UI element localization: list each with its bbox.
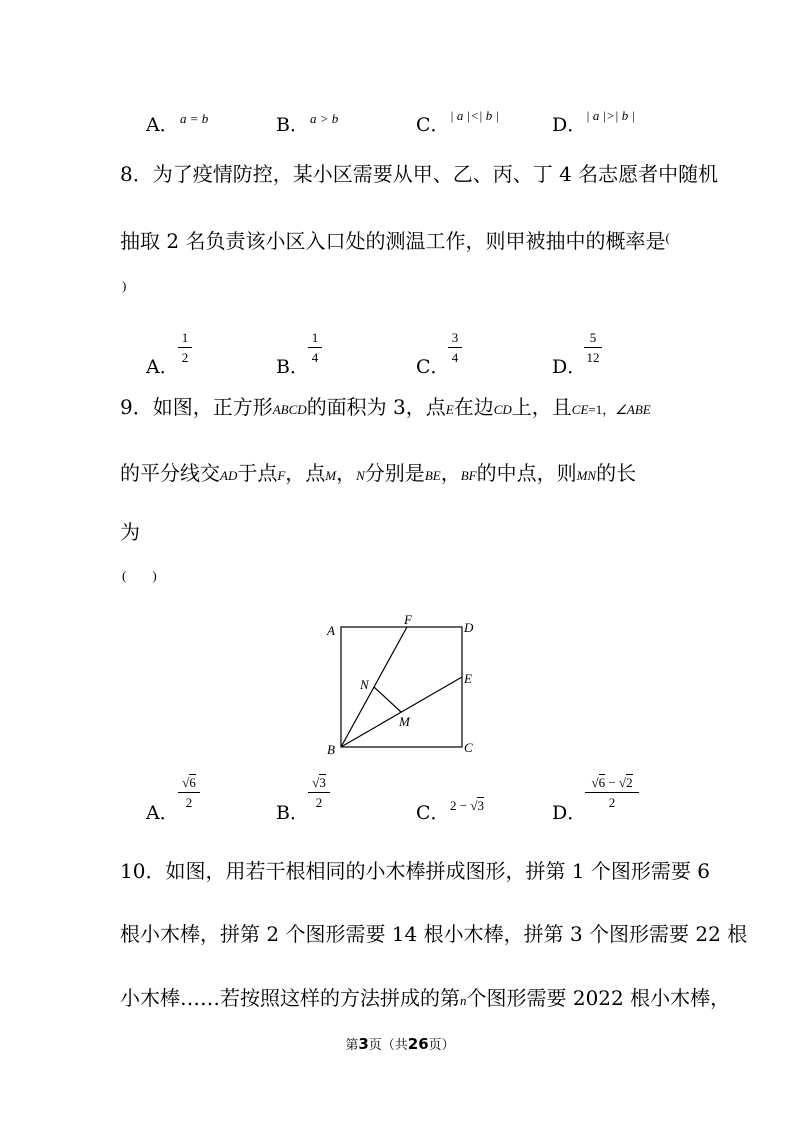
q9-math-e: E — [445, 402, 454, 417]
q9-math-ce: CE — [571, 402, 589, 417]
footer-mid: 页（共 — [368, 1038, 408, 1053]
q10-line-3 — [120, 986, 730, 1013]
q9-option-a-radicand: 6 — [189, 775, 196, 790]
q8-option-a-fraction — [178, 330, 192, 365]
q9-option-a-fraction — [178, 775, 200, 810]
q10-line-1: 10．如图，用若干根相同的小木棒拼成图形，拼第 1 个图形需要 6 — [120, 859, 710, 883]
q8-option-d-label: D． — [552, 356, 587, 378]
q8-option-a-label: A． — [146, 356, 179, 378]
q9-option-b-num: √3 — [312, 775, 326, 790]
q9-line-1 — [120, 395, 651, 422]
q9-math-be: BE — [424, 468, 441, 483]
footer-pre: 第 — [345, 1038, 359, 1053]
q9-text: 在边 — [453, 395, 494, 419]
q7-option-b-label: B． — [276, 114, 309, 136]
q8-line-2-text: 抽取 2 名负责该小区入口处的测温工作，则甲被抽中的概率是 — [120, 229, 666, 253]
q7-option-b-expr: a > b — [310, 111, 339, 126]
footer-total-pages: 26 — [407, 1035, 429, 1053]
fraction-bar — [448, 347, 462, 348]
fraction-bar — [308, 347, 322, 348]
q9-text: 的中点，则 — [476, 461, 577, 485]
q9-option-c-radicand: 3 — [477, 798, 484, 813]
q10-line-3-b: 个图形需要 2022 根小木棒， — [466, 986, 731, 1010]
footer-post: 页） — [428, 1038, 455, 1053]
q10-math-n: n — [460, 993, 467, 1008]
label-c: C — [464, 740, 473, 755]
q9-text: ， — [440, 461, 461, 485]
fraction-bar — [308, 792, 330, 793]
q9-math-n: N — [356, 468, 365, 483]
q8-option-c-den: 4 — [451, 350, 459, 365]
q9-text: 的平分线交 — [120, 461, 220, 485]
q9-math-ce-value: =1， — [588, 402, 616, 417]
q9-option-b-fraction — [308, 775, 330, 810]
q7-option-c-expr: | a |<| b | — [450, 108, 500, 123]
page-footer — [0, 1034, 800, 1053]
q9-option-b-den: 2 — [315, 795, 323, 810]
label-f: F — [404, 612, 412, 627]
q9-math-m: M — [325, 468, 337, 483]
q9-option-b-label: B． — [276, 802, 309, 824]
q8-option-c-label: C． — [416, 356, 450, 378]
label-e: E — [464, 671, 472, 686]
q8-option-d-den: 12 — [586, 350, 600, 365]
label-n: N — [360, 677, 369, 692]
q9-option-c-expr: 2 − √3 — [450, 798, 484, 813]
q9-text: 上，且 — [511, 395, 572, 419]
q8-option-b-label: B． — [276, 356, 309, 378]
q8-line-2 — [120, 226, 670, 253]
q8-option-d-fraction — [584, 330, 602, 365]
q9-line-3: 为 — [120, 520, 140, 544]
q8-option-c-fraction — [448, 330, 462, 365]
q9-math-angle-abe: ∠ABE — [615, 402, 651, 417]
q8-paren-close: ) — [122, 278, 127, 293]
fraction-bar — [178, 792, 200, 793]
q10-line-3-a: 小木棒……若按照这样的方法拼成的第 — [120, 986, 460, 1010]
q8-option-b-fraction — [308, 330, 322, 365]
q9-math-bf: BF — [460, 468, 477, 483]
q7-option-d-label: D． — [552, 114, 587, 136]
q9-option-a-num: √6 — [182, 775, 196, 790]
segment-nm — [374, 687, 401, 712]
label-m: M — [399, 714, 410, 729]
q7-option-a-label: A． — [146, 114, 179, 136]
fraction-bar — [584, 347, 602, 348]
q9-math-f: F — [277, 468, 286, 483]
q9-option-b-radicand: 3 — [319, 775, 326, 790]
q8-option-b-den: 4 — [311, 350, 319, 365]
q9-text: 的长 — [596, 461, 637, 485]
q9-option-d-den: 2 — [608, 795, 616, 810]
q7-option-d-expr: | a |>| b | — [586, 108, 636, 123]
q9-option-d-fraction — [585, 775, 639, 810]
q9-text: 的面积为 3，点 — [306, 395, 446, 419]
footer-page-number: 3 — [358, 1035, 369, 1053]
label-d: D — [464, 620, 474, 635]
q9-line-2 — [120, 461, 636, 488]
fraction-bar — [585, 792, 639, 793]
q9-option-d-minus: − — [605, 775, 619, 790]
q8-option-a-num: 1 — [181, 330, 189, 345]
q9-option-a-label: A． — [146, 802, 179, 824]
q9-text: 分别是 — [364, 461, 425, 485]
q9-text: 于点 — [237, 461, 278, 485]
q7-option-c-label: C． — [416, 114, 450, 136]
q9-text: 9．如图，正方形 — [120, 395, 273, 419]
fraction-bar — [178, 347, 192, 348]
q8-line-1: 8．为了疫情防控，某小区需要从甲、乙、丙、丁 4 名志愿者中随机 — [120, 162, 719, 186]
q8-paren-open: ( — [665, 230, 670, 245]
q9-math-mn: MN — [576, 468, 597, 483]
label-b: B — [327, 742, 335, 757]
q9-option-c-pre: 2 − — [450, 798, 471, 813]
q8-option-c-num: 3 — [451, 330, 459, 345]
q8-option-a-den: 2 — [181, 350, 189, 365]
label-a: A — [327, 623, 335, 638]
q9-option-d-num: √6 − √2 — [591, 775, 633, 790]
q8-option-b-num: 1 — [311, 330, 319, 345]
q10-line-2: 根小木棒，拼第 2 个图形需要 14 根小木棒，拼第 3 个图形需要 22 根 — [120, 922, 748, 946]
q9-option-d-radicand-1: 6 — [598, 775, 606, 790]
q9-square-figure — [320, 610, 490, 760]
q9-option-a-den: 2 — [185, 795, 193, 810]
q9-text: ， — [336, 461, 357, 485]
q7-option-a-expr: a = b — [180, 111, 209, 126]
q9-math-ad: AD — [220, 468, 238, 483]
q9-math-abcd: ABCD — [272, 402, 307, 417]
q9-option-c-label: C． — [416, 802, 450, 824]
q9-paren: ( ) — [122, 568, 157, 583]
q9-option-d-radicand-2: 2 — [626, 775, 633, 790]
q9-math-cd: CD — [493, 402, 512, 417]
q9-option-d-label: D． — [552, 802, 587, 824]
q9-text: ，点 — [285, 461, 326, 485]
q8-option-d-num: 5 — [589, 330, 597, 345]
